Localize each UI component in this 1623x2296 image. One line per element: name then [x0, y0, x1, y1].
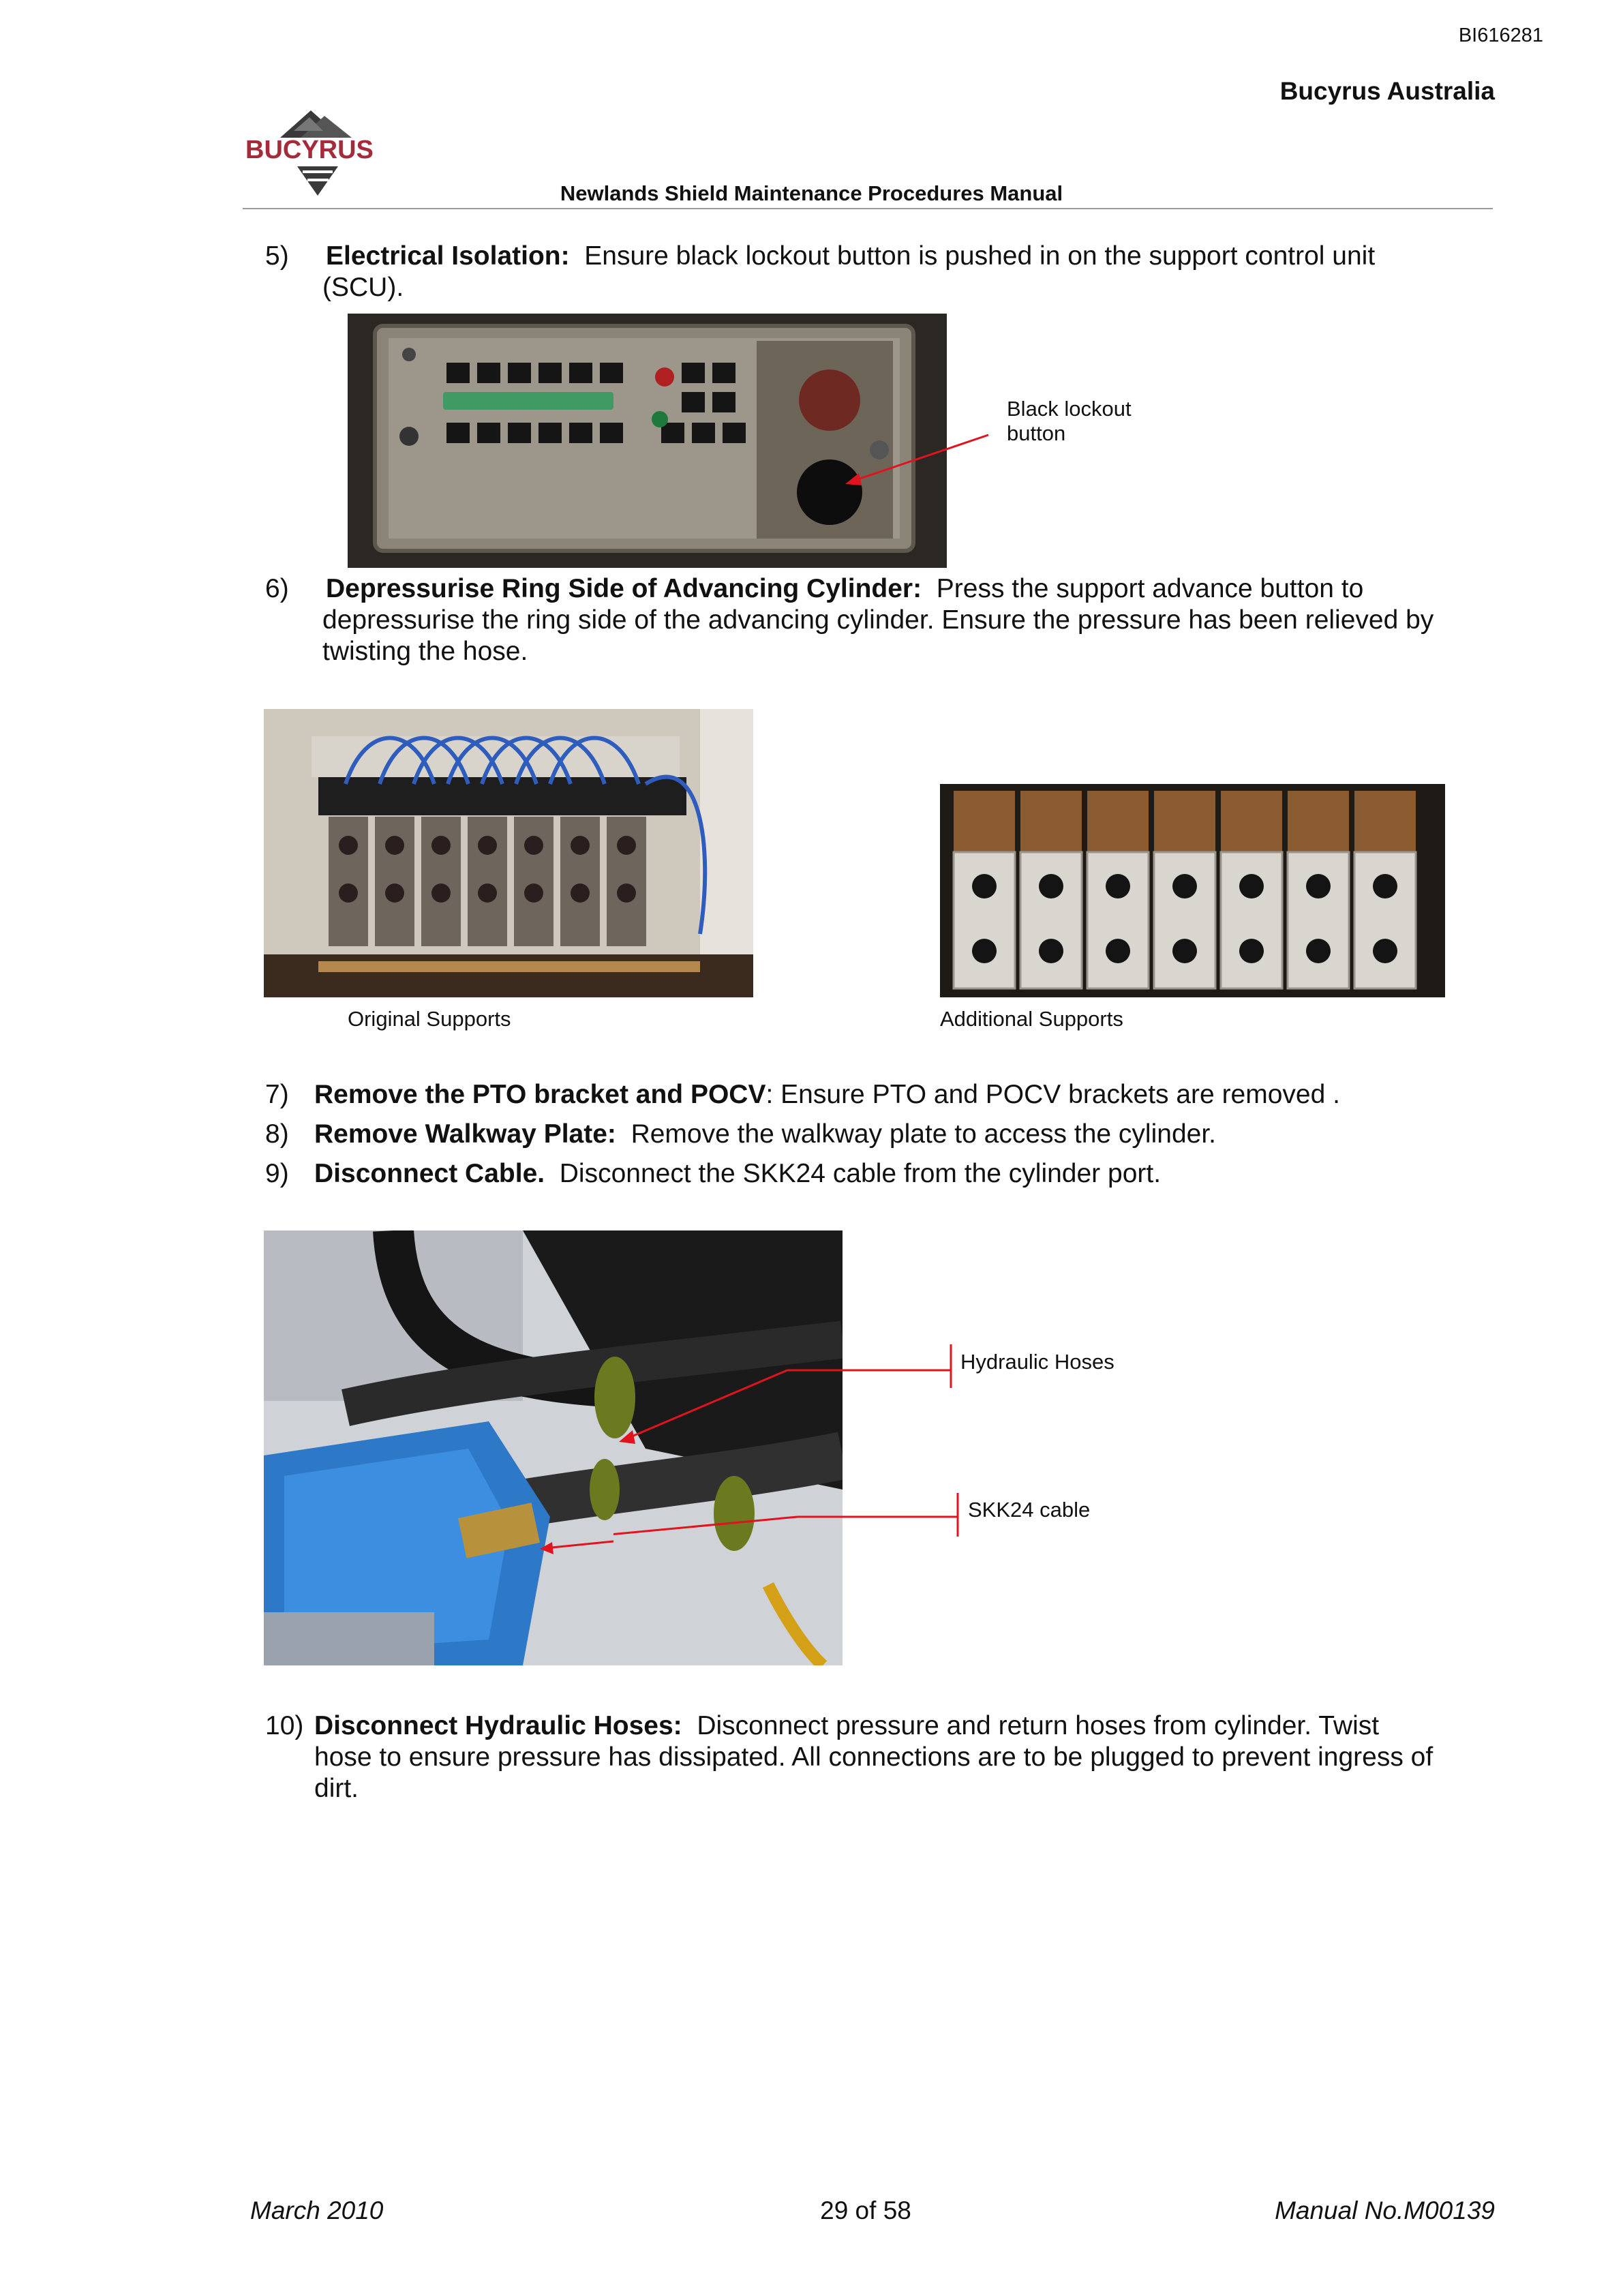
step-text: Remove the walkway plate to access the cylinder. [631, 1119, 1216, 1149]
cable-callout-arrow [539, 1530, 613, 1558]
document-id: BI616281 [1458, 25, 1543, 46]
callout-arrow [838, 423, 995, 498]
original-supports-photo [264, 709, 753, 997]
step-number: 6) [265, 574, 289, 603]
step-title: Remove Walkway Plate: [314, 1119, 616, 1149]
step-text: Ensure black lockout button is pushed in on the support control unit [584, 241, 1376, 271]
callout-label: button [1007, 421, 1066, 445]
step-title: Disconnect Hydraulic Hoses: [314, 1711, 682, 1740]
step-number: 9) [265, 1159, 289, 1188]
step-text-cont: twisting the hose. [322, 637, 528, 666]
step-title: Depressurise Ring Side of Advancing Cylinder: [326, 574, 922, 603]
step-text: : Ensure PTO and POCV brackets are removed . [765, 1080, 1340, 1109]
footer-manual-number: Manual No.M00139 [1275, 2196, 1495, 2224]
step-text-cont: dirt. [314, 1774, 359, 1803]
manual-title: Newlands Shield Maintenance Procedures Manual [560, 181, 1063, 205]
step-text-cont: (SCU). [322, 273, 404, 302]
hoses-callout-lines [613, 1336, 968, 1547]
figure-caption-original: Original Supports [348, 1007, 511, 1031]
step-text: Press the support advance button to [936, 574, 1364, 603]
step-text-cont: depressurise the ring side of the advancing cylinder. Ensure the pressure has been relieved by [322, 605, 1434, 635]
step-number: 10) [265, 1711, 304, 1740]
header-divider [243, 208, 1493, 209]
footer-page-number: 29 of 58 [820, 2196, 911, 2224]
step-text: Disconnect the SKK24 cable from the cylinder port. [559, 1159, 1162, 1188]
step-number: 8) [265, 1119, 289, 1149]
step-title: Electrical Isolation: [326, 241, 570, 271]
step-text-cont: hose to ensure pressure has dissipated. All connections are to be plugged to prevent ingress of [314, 1742, 1434, 1772]
company-name: Bucyrus Australia [1279, 77, 1495, 105]
step-title: Remove the PTO bracket and POCV [314, 1080, 766, 1109]
callout-label-hoses: Hydraulic Hoses [960, 1350, 1114, 1374]
callout-label: Black lockout [1007, 397, 1132, 421]
step-title: Disconnect Cable. [314, 1159, 545, 1188]
footer-date: March 2010 [250, 2196, 384, 2224]
additional-supports-photo [940, 784, 1445, 997]
step-number: 7) [265, 1080, 289, 1109]
callout-label-cable: SKK24 cable [968, 1498, 1091, 1522]
logo-wordmark: BUCYRUS [245, 136, 374, 164]
figure-caption-additional: Additional Supports [940, 1007, 1123, 1031]
step-text: Disconnect pressure and return hoses from cylinder. Twist [697, 1711, 1380, 1740]
step-number: 5) [265, 241, 289, 271]
